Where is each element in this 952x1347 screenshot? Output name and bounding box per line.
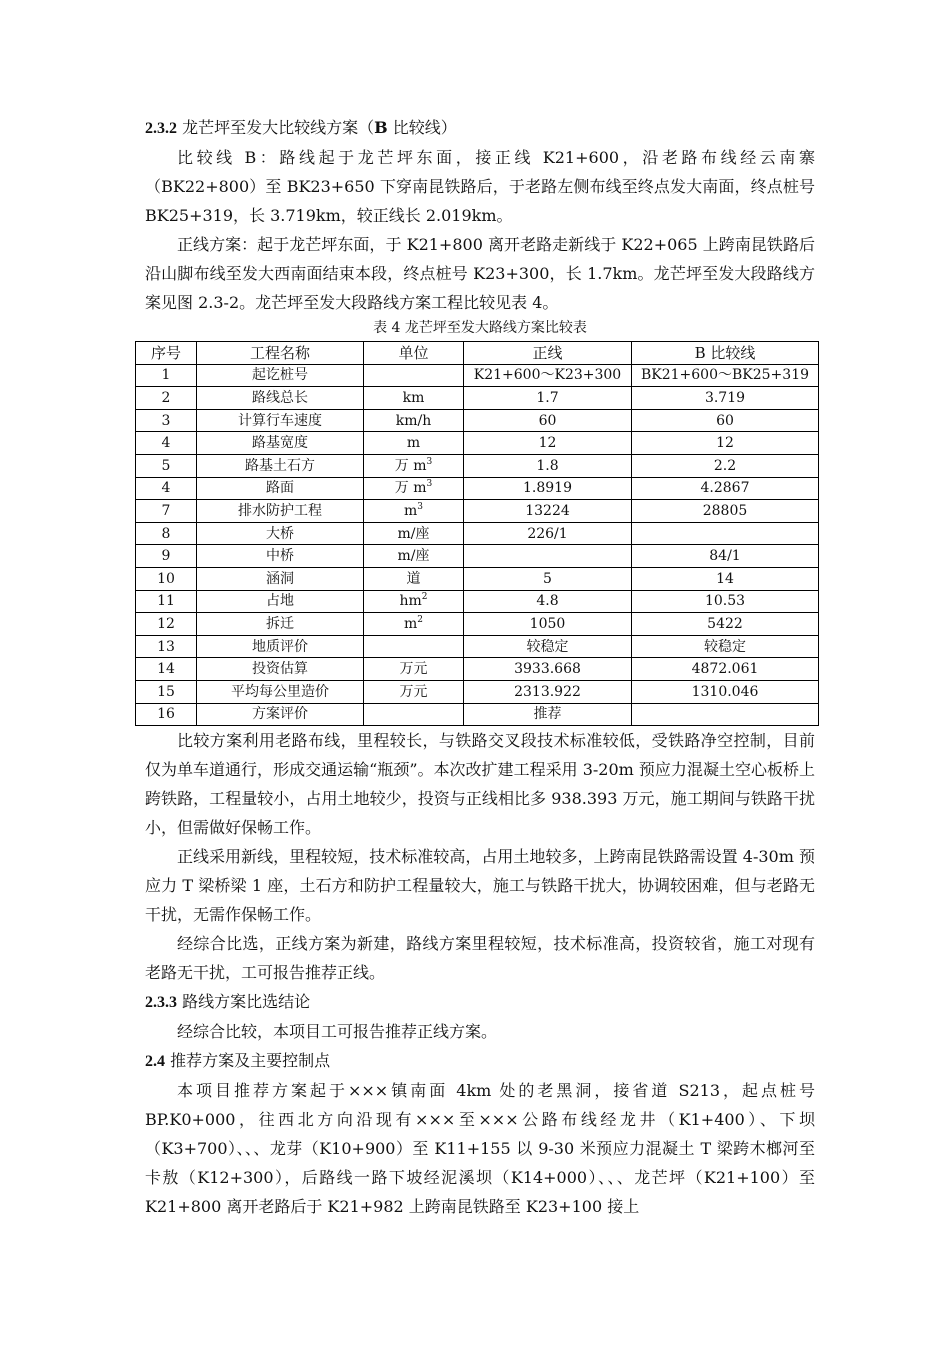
unit-superscript: 3 — [417, 501, 423, 512]
unit-cell — [364, 500, 464, 523]
main-route-cell: 较稳定 — [464, 635, 632, 658]
unit-cell — [364, 545, 464, 568]
main-route-cell: 1.8 — [464, 454, 632, 477]
unit-text: m — [403, 615, 418, 632]
unit-text: hm — [399, 593, 422, 610]
section-number: 2.4 — [145, 1053, 165, 1071]
paragraph-conclusion: 经综合比选，正线方案为新建，路线方案里程较短，技术标准高，投资较省，施工对现有老路无干扰，工可报告推荐正线。 — [145, 934, 815, 983]
section-heading-2-3-2 — [145, 113, 815, 143]
unit-superscript: 3 — [426, 456, 433, 467]
item-name-cell: 涵洞 — [197, 567, 364, 590]
item-name-cell: 拆迁 — [197, 613, 364, 636]
unit-text: m — [403, 502, 418, 519]
row-number-cell: 5 — [136, 454, 197, 477]
table-row — [136, 658, 819, 681]
row-number-cell: 11 — [136, 590, 197, 613]
paragraph-alt-route: 比较线 B：路线起于龙芒坪东面，接正线 K21+600，沿老路布线经云南寨（BK22+800）至 BK23+650 下穿南昆铁路后，于老路左侧布线至终点发大南面，终点桩号 BK25+319，长 3.719km，较正线长 2.019km。 — [145, 148, 815, 225]
alt-route-cell — [632, 703, 819, 726]
row-number-cell: 12 — [136, 613, 197, 636]
item-name-cell: 中桥 — [197, 545, 364, 568]
table-row — [136, 364, 819, 387]
row-number-cell: 10 — [136, 567, 197, 590]
section-title: 路线方案比选结论 — [177, 992, 311, 1012]
section-heading-2-3-3 — [145, 987, 815, 1017]
row-number-cell: 3 — [136, 409, 197, 432]
item-name-cell: 投资估算 — [197, 658, 364, 681]
unit-cell — [364, 432, 464, 455]
unit-superscript: 2 — [417, 614, 423, 625]
table-row — [136, 454, 819, 477]
paragraph-recommendation: 经综合比较，本项目工可报告推荐正线方案。 — [177, 1022, 498, 1042]
table-caption: 表 4 龙芒坪至发大路线方案比较表 — [373, 320, 587, 336]
table-row — [136, 545, 819, 568]
main-route-cell: 1.8919 — [464, 477, 632, 500]
section-number: 2.3.3 — [145, 994, 177, 1012]
item-name-cell: 路线总长 — [197, 387, 364, 410]
row-number-cell: 13 — [136, 635, 197, 658]
section-title-suffix: 比较线） — [387, 118, 457, 137]
section-heading-2-4 — [145, 1046, 815, 1076]
section-title: 龙芒坪至发大比较线方案（ — [177, 118, 375, 137]
alt-route-cell: 3.719 — [632, 387, 819, 410]
table-row — [136, 703, 819, 726]
unit-cell — [364, 613, 464, 636]
alt-route-cell: 2.2 — [632, 454, 819, 477]
unit-text: 万元 — [399, 661, 428, 678]
table-row — [136, 635, 819, 658]
section-title-bold: B — [374, 118, 388, 137]
unit-cell — [364, 635, 464, 658]
table-row — [136, 432, 819, 455]
table-header-row — [136, 342, 819, 365]
main-route-cell: 2313.922 — [464, 680, 632, 703]
item-name-cell: 大桥 — [197, 522, 364, 545]
table-row — [136, 409, 819, 432]
unit-text: m/座 — [397, 548, 430, 565]
alt-route-cell: 60 — [632, 409, 819, 432]
item-name-cell: 排水防护工程 — [197, 500, 364, 523]
header-cell: 工程名称 — [197, 342, 364, 365]
header-cell: 序号 — [136, 342, 197, 365]
item-name-cell: 路面 — [197, 477, 364, 500]
section-number: 2.3.2 — [145, 120, 177, 137]
comparison-table — [135, 341, 819, 726]
unit-cell — [364, 567, 464, 590]
paragraph-recommended-scheme: 本项目推荐方案起于×××镇南面 4km 处的老黑洞，接省道 S213，起点桩号 BP.K0+000，往西北方向沿现有×××至×××公路布线经龙井（K1+400）、下坝（K3+700）、、、龙芽（K10+900）至 K11+155 以 9-30 米预应力混凝土 T 梁跨木榔河至卡敖（K12+300），后路线一路下坡经泥溪坝（K14+000）、、、龙芒坪（K21+100）至 K21+800 离开老路后于 K21+982 上跨南昆铁路至 K23+100 接上 — [145, 1081, 815, 1217]
main-route-cell: 12 — [464, 432, 632, 455]
unit-cell — [364, 658, 464, 681]
alt-route-cell: 10.53 — [632, 590, 819, 613]
unit-cell — [364, 703, 464, 726]
item-name-cell: 计算行车速度 — [197, 409, 364, 432]
item-name-cell: 方案评价 — [197, 703, 364, 726]
alt-route-cell: BK21+600～BK25+319 — [632, 364, 819, 387]
table-row — [136, 567, 819, 590]
unit-text: km — [402, 389, 425, 406]
unit-text: 万元 — [399, 683, 428, 700]
unit-cell — [364, 522, 464, 545]
header-cell: 正线 — [464, 342, 632, 365]
row-number-cell: 4 — [136, 432, 197, 455]
alt-route-cell: 84/1 — [632, 545, 819, 568]
unit-cell — [364, 364, 464, 387]
row-number-cell: 2 — [136, 387, 197, 410]
main-route-cell — [464, 545, 632, 568]
table-row — [136, 613, 819, 636]
table-row — [136, 477, 819, 500]
main-route-cell: 13224 — [464, 500, 632, 523]
row-number-cell: 1 — [136, 364, 197, 387]
alt-route-cell: 5422 — [632, 613, 819, 636]
alt-route-cell: 较稳定 — [632, 635, 819, 658]
item-name-cell: 路基宽度 — [197, 432, 364, 455]
table-row — [136, 522, 819, 545]
unit-cell — [364, 409, 464, 432]
alt-route-cell: 12 — [632, 432, 819, 455]
item-name-cell: 平均每公里造价 — [197, 680, 364, 703]
alt-route-cell: 28805 — [632, 500, 819, 523]
main-route-cell: K21+600～K23+300 — [464, 364, 632, 387]
header-cell: B 比较线 — [632, 342, 819, 365]
unit-text: 万 m — [394, 480, 427, 497]
alt-route-cell: 4.2867 — [632, 477, 819, 500]
alt-route-cell: 14 — [632, 567, 819, 590]
item-name-cell: 占地 — [197, 590, 364, 613]
unit-text: m/座 — [397, 525, 430, 542]
item-name-cell: 起讫桩号 — [197, 364, 364, 387]
unit-cell — [364, 680, 464, 703]
unit-text: km/h — [395, 412, 432, 429]
section-title: 推荐方案及主要控制点 — [165, 1051, 331, 1071]
item-name-cell: 地质评价 — [197, 635, 364, 658]
unit-superscript: 2 — [421, 592, 428, 603]
header-cell: 单位 — [364, 342, 464, 365]
row-number-cell: 7 — [136, 500, 197, 523]
paragraph-main-analysis: 正线采用新线，里程较短，技术标准较高，占用土地较多，上跨南昆铁路需设置 4-30m 预应力 T 梁桥梁 1 座，土石方和防护工程量较大，施工与铁路干扰大，协调较困难，但与老路无干扰，无需作保畅工作。 — [145, 847, 815, 925]
document-body — [145, 113, 815, 1221]
unit-cell — [364, 590, 464, 613]
main-route-cell: 1.7 — [464, 387, 632, 410]
main-route-cell: 5 — [464, 567, 632, 590]
main-route-cell: 3933.668 — [464, 658, 632, 681]
unit-cell — [364, 454, 464, 477]
unit-text: 道 — [406, 570, 421, 587]
alt-route-cell: 1310.046 — [632, 680, 819, 703]
row-number-cell: 14 — [136, 658, 197, 681]
table-row — [136, 590, 819, 613]
table-row — [136, 500, 819, 523]
table-row — [136, 680, 819, 703]
row-number-cell: 9 — [136, 545, 197, 568]
item-name-cell: 路基土石方 — [197, 454, 364, 477]
row-number-cell: 8 — [136, 522, 197, 545]
table-row — [136, 387, 819, 410]
unit-text: 万 m — [394, 457, 427, 474]
unit-cell — [364, 477, 464, 500]
row-number-cell: 4 — [136, 477, 197, 500]
unit-text: m — [406, 435, 421, 452]
alt-route-cell: 4872.061 — [632, 658, 819, 681]
main-route-cell: 1050 — [464, 613, 632, 636]
paragraph-main-route: 正线方案：起于龙芒坪东面，于 K21+800 离开老路走新线于 K22+065 上跨南昆铁路后沿山脚布线至发大西南面结束本段，终点桩号 K23+300，长 1.7km。龙芒坪至发大段路线方案见图 2.3-2。龙芒坪至发大段路线方案工程比较见表 4。 — [145, 235, 815, 312]
unit-cell — [364, 387, 464, 410]
paragraph-alt-analysis: 比较方案利用老路布线，里程较长，与铁路交叉段技术标准较低，受铁路净空控制，目前仅为单车道通行，形成交通运输“瓶颈”。本次改扩建工程采用 3-20m 预应力混凝土空心板桥上跨铁路，工程量较小，占用土地较少，投资与正线相比多 938.393 万元，施工期间与铁路干扰小，但需做好保畅工作。 — [145, 731, 815, 838]
main-route-cell: 60 — [464, 409, 632, 432]
row-number-cell: 15 — [136, 680, 197, 703]
main-route-cell: 226/1 — [464, 522, 632, 545]
alt-route-cell — [632, 522, 819, 545]
main-route-cell: 推荐 — [464, 703, 632, 726]
main-route-cell: 4.8 — [464, 590, 632, 613]
row-number-cell: 16 — [136, 703, 197, 726]
unit-superscript: 3 — [426, 479, 433, 490]
